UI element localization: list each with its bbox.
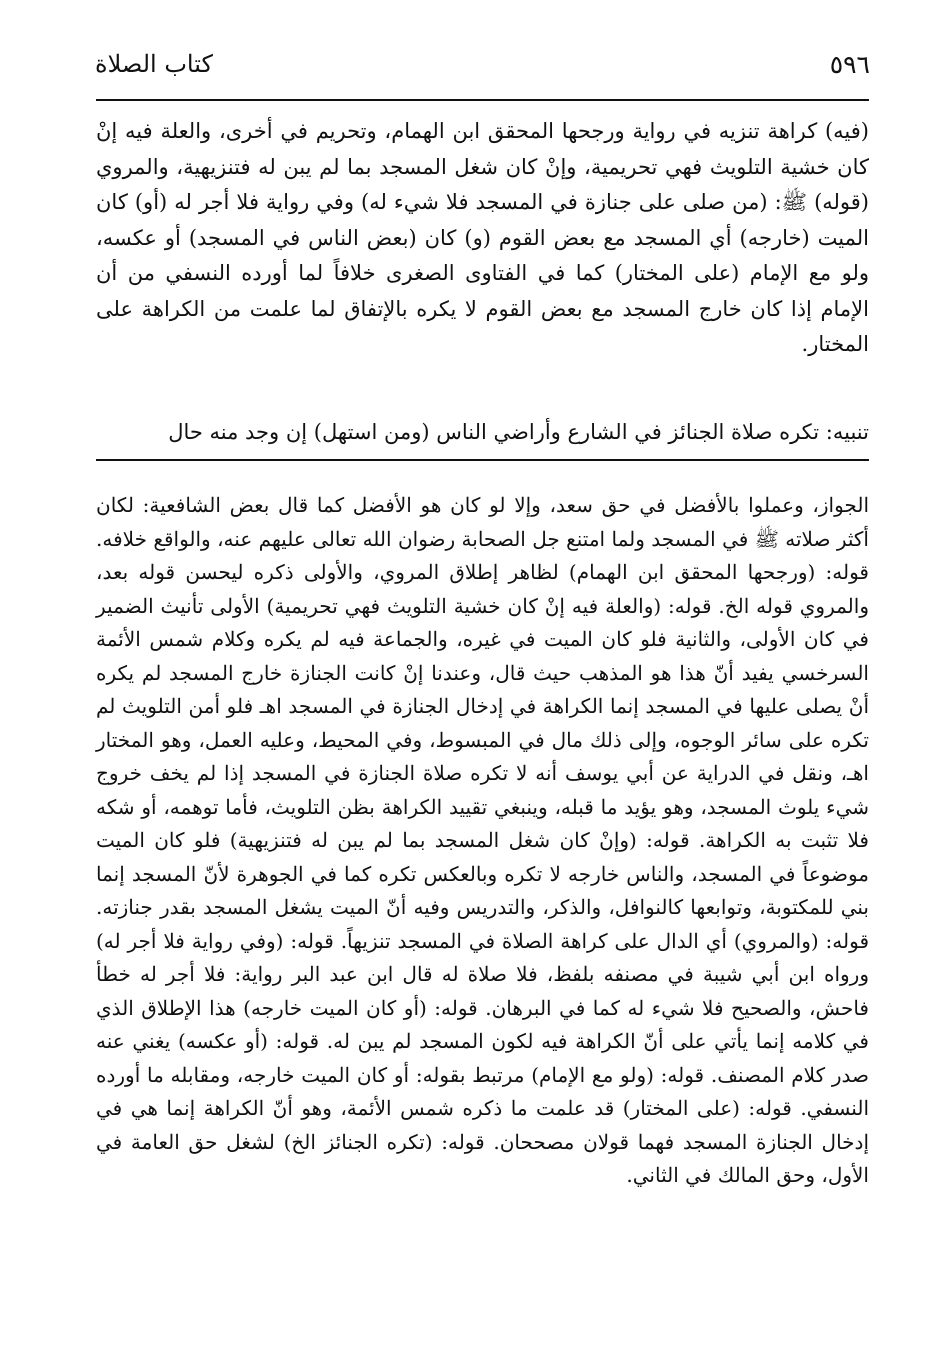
page-number: ٥٩٦ [829, 50, 870, 79]
note-line [96, 414, 869, 450]
note-paragraph: تنبيه: تكره صلاة الجنائز في الشارع وأراضي الناس (ومن استهل) إن وجد منه حال [168, 420, 869, 444]
running-title: كتاب الصلاة [95, 50, 213, 78]
page-header [95, 44, 870, 84]
commentary-divider [96, 459, 869, 461]
commentary-paragraph: الجواز، وعملوا بالأفضل في حق سعد، وإلا لو كان هو الأفضل كما قال بعض الشافعية: لكان أكثر صلاته ﷺ في المسجد ولما امتنع جل الصحابة رضوان الله تعالى عليهم عنه، والواقع خلافه. قوله: (ورجحها المحقق ابن الهمام) لظاهر إطلاق المروي، والأولى ذكره ليحسن قوله بعد، والمروي قوله الخ. قوله: (والعلة فيه إنْ كان خشية التلويث فهي تحريمية) الأولى تأنيث الضمير في كان الأولى، والثانية فلو كان الميت في غيره، والجماعة فيه لم يكره وكلام شمس الأئمة السرخسي يفيد أنّ هذا هو المذهب حيث قال، وعندنا إنْ كانت الجنازة خارج المسجد لم يكره أنْ يصلى عليها في المسجد إنما الكراهة في إدخال الجنازة في المسجد اهـ فلو أمن التلويث لم تكره على سائر الوجوه، وإلى ذلك مال في المبسوط، وفي المحيط، وعليه العمل، وهو المختار اهـ، ونقل في الدراية عن أبي يوسف أنه لا تكره صلاة الجنازة في المسجد إذا لم يخف خروج شيء يلوث المسجد، وهو يؤيد ما قبله، وينبغي تقييد الكراهة بظن التلويث، فأما توهمه، أو شكه فلا تثبت به الكراهة. قوله: (وإنْ كان شغل المسجد بما لم يبن له فتنزيهية) فلو كان الميت موضوعاً في المسجد، والناس خارجه لا تكره وبالعكس تكره كما في الجوهرة لأنّ المسجد إنما بني للمكتوبة، وتوابعها كالنوافل، والذكر، والتدريس وفيه أنّ الميت يشغل المسجد بقدر جنازته. قوله: (والمروي) أي الدال على كراهة الصلاة في المسجد تنزيهاً. قوله: (وفي رواية فلا أجر له) ورواه ابن أبي شيبة في مصنفه بلفظ، فلا صلاة له قال ابن عبد البر رواية: فلا أجر له خطأ فاحش، والصحيح فلا شيء له كما في البرهان. قوله: (أو كان الميت خارجه) هذا الإطلاق الذي في كلامه إنما يأتي على أنّ الكراهة فيه لكون المسجد لم يبن له. قوله: (أو عكسه) يغني عنه صدر كلام المصنف. قوله: (ولو مع الإمام) مرتبط بقوله: أو كان الميت خارجه، ومقابله ما أورده النسفي. قوله: (على المختار) قد علمت ما ذكره شمس الأئمة، وهو أنّ الكراهة إنما هي في إدخال الجنازة المسجد فهما قولان مصححان. قوله: (تكره الجنائز الخ) لشغل حق العامة في الأول، وحق المالك في الثاني. [96, 493, 869, 1187]
main-text [96, 114, 869, 363]
header-divider [96, 99, 869, 101]
main-paragraph: (فيه) كراهة تنزيه في رواية ورجحها المحقق ابن الهمام، وتحريم في أخرى، والعلة فيه إنْ كان خشية التلويث فهي تحريمية، وإنْ كان شغل المسجد بما لم يبن له فتنزيهية، والمروي (قوله) ﷺ: (من صلى على جنازة في المسجد فلا شيء له) وفي رواية فلا أجر له (أو) كان الميت (خارجه) أي المسجد مع بعض القوم (و) كان (بعض الناس في المسجد) أو عكسه، ولو مع الإمام (على المختار) كما في الفتاوى الصغرى خلافاً لما أورده النسفي من أن الإمام إذا كان خارج المسجد مع بعض القوم لا يكره بالإتفاق لما علمت من الكراهة على المختار. [96, 119, 869, 356]
commentary-text [96, 489, 869, 1193]
